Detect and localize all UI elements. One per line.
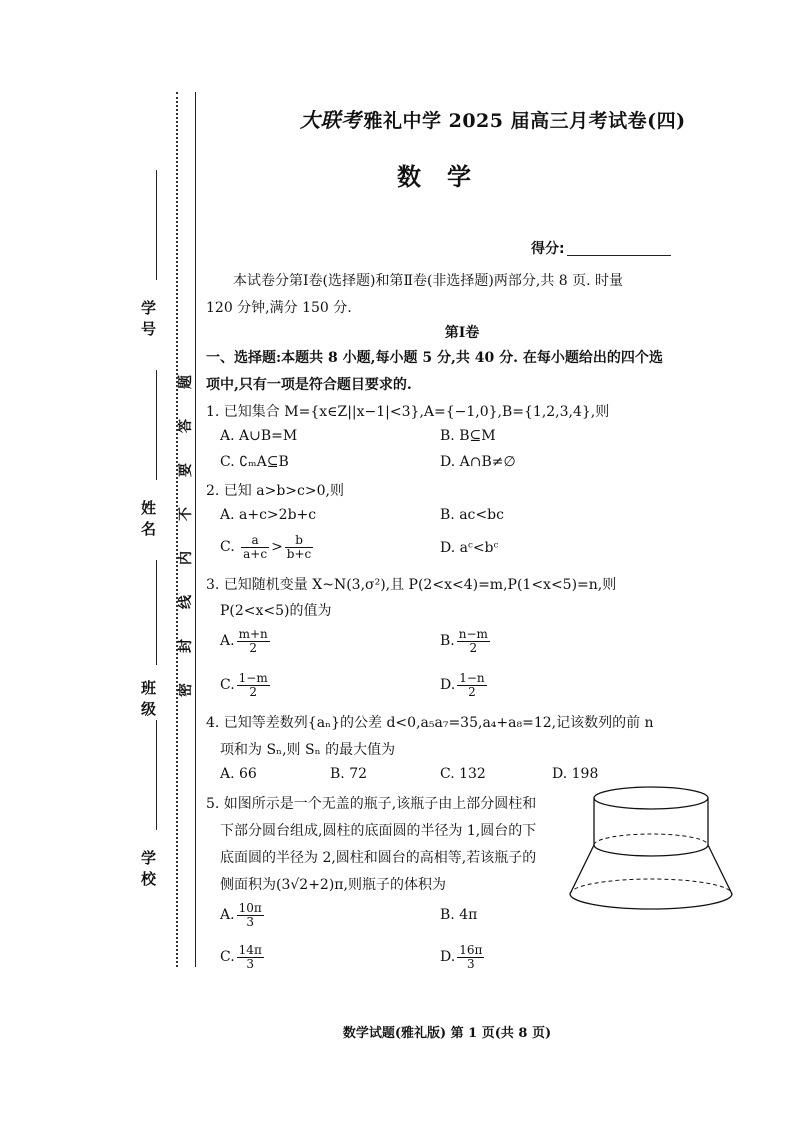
q5-option-c: C. $\frac{14\pi}{3}$ bbox=[220, 943, 262, 971]
q5-option-c-fraction: $\frac{14\pi}{3}$ bbox=[238, 943, 262, 971]
q5-stem-line-2: 下部分圆台组成,圆柱的底面圆的半径为 1,圆台的下 bbox=[220, 823, 537, 839]
q3-option-b-fraction: $\frac{n-m}{2}$ bbox=[458, 627, 488, 655]
page-footer: 数学试题(雅礼版) 第 1 页(共 8 页) bbox=[342, 1026, 552, 1041]
seal-char-1: 密 bbox=[178, 683, 194, 697]
seal-char-4: 内 bbox=[178, 551, 194, 565]
intro-line-2: 120 分钟,满分 150 分. bbox=[206, 300, 352, 316]
seal-char-6: 要 bbox=[178, 463, 194, 477]
q3-option-b: B. $\frac{n-m}{2}$ bbox=[440, 627, 488, 655]
q4-option-a: A. 66 bbox=[220, 766, 257, 782]
score-blank[interactable] bbox=[567, 255, 671, 256]
score-field bbox=[531, 238, 671, 258]
school-label: 学校 bbox=[139, 850, 157, 892]
q1-option-c: C. ∁ₘA⊆B bbox=[220, 454, 289, 470]
intro-line-1: 本试卷分第Ⅰ卷(选择题)和第Ⅱ卷(非选择题)两部分,共 8 页. 时量 bbox=[233, 273, 624, 289]
exam-title-text: 雅礼中学 2025 届高三月考试卷(四) bbox=[363, 110, 686, 132]
q3-stem-line-2: P(2<x<5)的值为 bbox=[220, 603, 332, 619]
school-blank bbox=[156, 720, 157, 830]
q2-option-c-fraction-2: $\frac{b}{b+c}$ bbox=[286, 533, 312, 561]
subject-title: 数学 bbox=[397, 162, 497, 191]
seal-char-7: 答 bbox=[178, 419, 194, 433]
dotted-cut-line bbox=[176, 92, 178, 967]
q3-stem-line-1: 3. 已知随机变量 X~N(3,σ²),且 P(2<x<4)=m,P(1<x<5)=n,则 bbox=[206, 577, 617, 593]
q2-option-d: D. aᶜ<bᶜ bbox=[440, 540, 499, 556]
q3-option-c: C. $\frac{1-m}{2}$ bbox=[220, 671, 268, 699]
q5-stem-line-1: 5. 如图所示是一个无盖的瓶子,该瓶子由上部分圆柱和 bbox=[206, 796, 537, 812]
q3-option-a: A. $\frac{m+n}{2}$ bbox=[220, 627, 268, 655]
q2-option-c-fraction-1: $\frac{a}{a+c}$ bbox=[243, 533, 268, 561]
q1-stem: 1. 已知集合 M={x∈Z||x−1|<3},A={−1,0},B={1,2,3,4},则 bbox=[206, 404, 610, 420]
seal-char-2: 封 bbox=[178, 639, 194, 653]
q5-option-b: B. 4π bbox=[440, 907, 478, 923]
exam-title bbox=[300, 104, 686, 133]
q4-stem-line-1: 4. 已知等差数列{aₙ}的公差 d<0,a₅a₇=35,a₄+a₈=12,记该数列的前 n bbox=[206, 715, 654, 731]
q5-option-d: D. $\frac{16\pi}{3}$ bbox=[440, 943, 483, 971]
q1-option-d: D. A∩B≠∅ bbox=[440, 454, 516, 470]
q3-option-d: D. $\frac{1-n}{2}$ bbox=[440, 671, 485, 699]
class-blank bbox=[156, 560, 157, 665]
q2-option-a: A. a+c>2b+c bbox=[220, 507, 317, 523]
section-heading-line-1: 一、选择题:本题共 8 小题,每小题 5 分,共 40 分. 在每小题给出的四个选 bbox=[206, 350, 663, 366]
q2-option-b: B. ac<bc bbox=[440, 507, 504, 523]
q4-option-b: B. 72 bbox=[330, 766, 368, 782]
name-blank bbox=[156, 370, 157, 480]
q4-option-c: C. 132 bbox=[440, 766, 486, 782]
name-label: 姓名 bbox=[139, 500, 157, 542]
q2-option-c bbox=[220, 534, 315, 560]
part-title: 第Ⅰ卷 bbox=[444, 325, 480, 341]
class-label: 班级 bbox=[139, 680, 157, 722]
section-heading-line-2: 项中,只有一项是符合题目要求的. bbox=[206, 377, 412, 393]
bottle-figure bbox=[566, 784, 736, 916]
q5-stem-line-4: 侧面积为(3√2+2)π,则瓶子的体积为 bbox=[220, 877, 446, 893]
q5-stem-line-3: 底面圆的半径为 2,圆柱和圆台的高相等,若该瓶子的 bbox=[220, 850, 537, 866]
seal-char-8: 题 bbox=[178, 375, 194, 389]
q5-option-d-fraction: $\frac{16\pi}{3}$ bbox=[459, 943, 483, 971]
student-id-label: 学号 bbox=[139, 300, 157, 342]
exam-brand: 大联考 bbox=[300, 108, 362, 132]
q5-option-a: A. $\frac{10\pi}{3}$ bbox=[220, 901, 262, 929]
q3-option-c-fraction: $\frac{1-m}{2}$ bbox=[238, 671, 268, 699]
seal-char-5: 不 bbox=[178, 507, 194, 521]
score-label: 得分: bbox=[531, 241, 565, 257]
seal-char-3: 线 bbox=[178, 595, 194, 609]
q5-option-a-fraction: $\frac{10\pi}{3}$ bbox=[238, 901, 262, 929]
q2-stem: 2. 已知 a>b>c>0,则 bbox=[206, 483, 344, 499]
q2-option-c-gt: > bbox=[271, 539, 283, 556]
q3-option-d-fraction: $\frac{1-n}{2}$ bbox=[459, 671, 485, 699]
q3-option-a-fraction: $\frac{m+n}{2}$ bbox=[238, 627, 268, 655]
q4-stem-line-2: 项和为 Sₙ,则 Sₙ 的最大值为 bbox=[220, 742, 396, 758]
q2-option-c-prefix: C. bbox=[220, 539, 235, 556]
q4-option-d: D. 198 bbox=[552, 766, 599, 782]
q1-option-b: B. B⊆M bbox=[440, 428, 496, 444]
q1-option-a: A. A∪B=M bbox=[220, 428, 298, 444]
binding-line bbox=[195, 92, 196, 967]
